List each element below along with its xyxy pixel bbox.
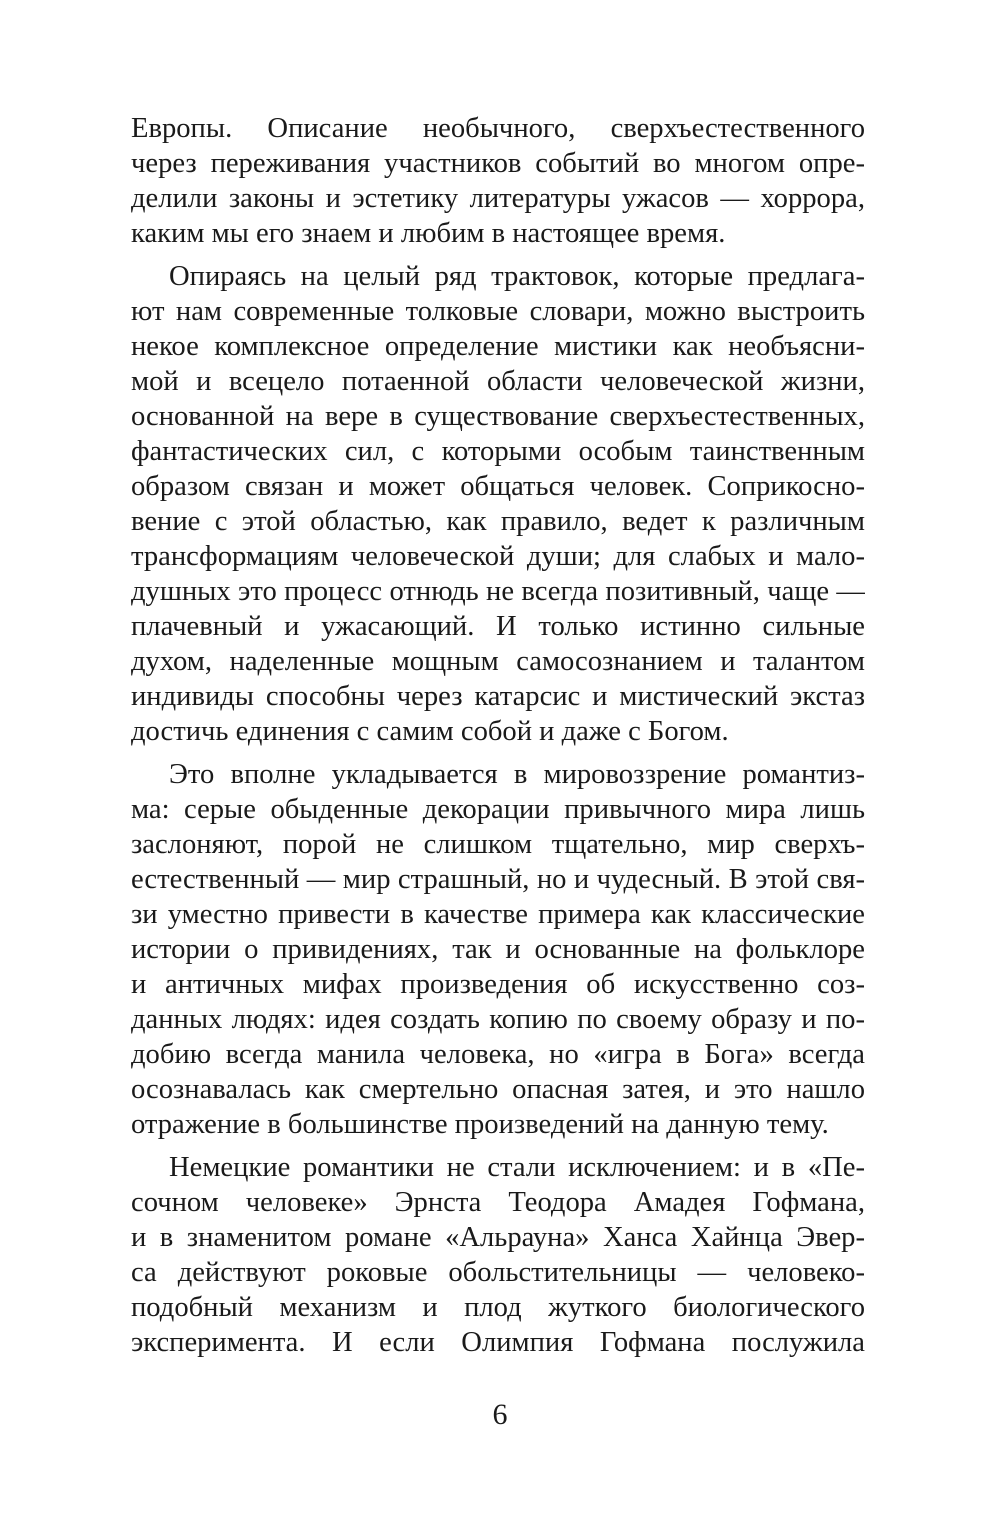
text-line: са действуют роковые обольстительницы — человеко-	[131, 1257, 865, 1288]
text-line: трансформациям человеческой души; для слабых и мало-	[131, 541, 865, 572]
page-number: 6	[492, 1398, 508, 1431]
text-line: Это вполне укладывается в мировоззрение романтиз-	[169, 759, 865, 790]
paragraph-2	[131, 259, 865, 749]
text-line: естественный — мир страшный, но и чудесный. В этой свя-	[131, 864, 865, 895]
text-line: некое комплексное определение мистики как необъясни-	[131, 331, 865, 362]
text-line: и античных мифах произведения об искусственно соз-	[131, 969, 865, 1000]
text-line: душных это процесс отнюдь не всегда позитивный, чаще —	[131, 576, 865, 607]
text-line: сочном человеке» Эрнста Теодора Амадея Гофмана,	[131, 1187, 865, 1218]
text-line: достичь единения с самим собой и даже с Богом.	[131, 716, 729, 747]
text-line: основанной на вере в существование сверхъестественных,	[131, 401, 865, 432]
text-line: духом, наделенные мощным самосознанием и талантом	[131, 646, 865, 677]
text-line: вение с этой областью, как правило, ведет к различным	[131, 506, 865, 537]
text-line: индивиды способны через катарсис и мистический экстаз	[131, 681, 865, 712]
paragraph-3	[131, 757, 865, 1142]
paragraph-1	[131, 111, 865, 251]
text-line: через переживания участников событий во многом опре-	[131, 148, 865, 179]
text-line: зи уместно привести в качестве примера как классические	[131, 899, 865, 930]
text-line: ма: серые обыденные декорации привычного мира лишь	[131, 794, 865, 825]
text-line: Немецкие романтики не стали исключением: и в «Пе-	[169, 1152, 865, 1183]
text-line: Опираясь на целый ряд трактовок, которые предлага-	[169, 261, 865, 292]
text-line: фантастических сил, с которыми особым таинственным	[131, 436, 865, 467]
body-text	[131, 111, 865, 1360]
text-line: заслоняют, порой не слишком тщательно, мир сверхъ-	[131, 829, 865, 860]
text-line: осознавалась как смертельно опасная затея, и это нашло	[131, 1074, 865, 1105]
text-line: каким мы его знаем и любим в настоящее время.	[131, 218, 726, 249]
text-line: плачевный и ужасающий. И только истинно сильные	[131, 611, 865, 642]
text-line: эксперимента. И если Олимпия Гофмана послужила	[131, 1327, 865, 1358]
text-line: и в знаменитом романе «Альрауна» Ханса Хайнца Эвер-	[131, 1222, 865, 1253]
paragraph-4	[131, 1150, 865, 1360]
text-line: отражение в большинстве произведений на данную тему.	[131, 1109, 829, 1140]
text-line: истории о привидениях, так и основанные на фольклоре	[131, 934, 865, 965]
text-line: добию всегда манила человека, но «игра в Бога» всегда	[131, 1039, 865, 1070]
text-line: образом связан и может общаться человек. Соприкосно-	[131, 471, 865, 502]
text-line: делили законы и эстетику литературы ужасов — хоррора,	[131, 183, 865, 214]
text-line: Европы. Описание необычного, сверхъестественного	[131, 113, 865, 144]
text-line: данных людях: идея создать копию по своему образу и по-	[131, 1004, 865, 1035]
text-line: ют нам современные толковые словари, можно выстроить	[131, 296, 865, 327]
text-line: подобный механизм и плод жуткого биологического	[131, 1292, 865, 1323]
text-line: мой и всецело потаенной области человеческой жизни,	[131, 366, 865, 397]
